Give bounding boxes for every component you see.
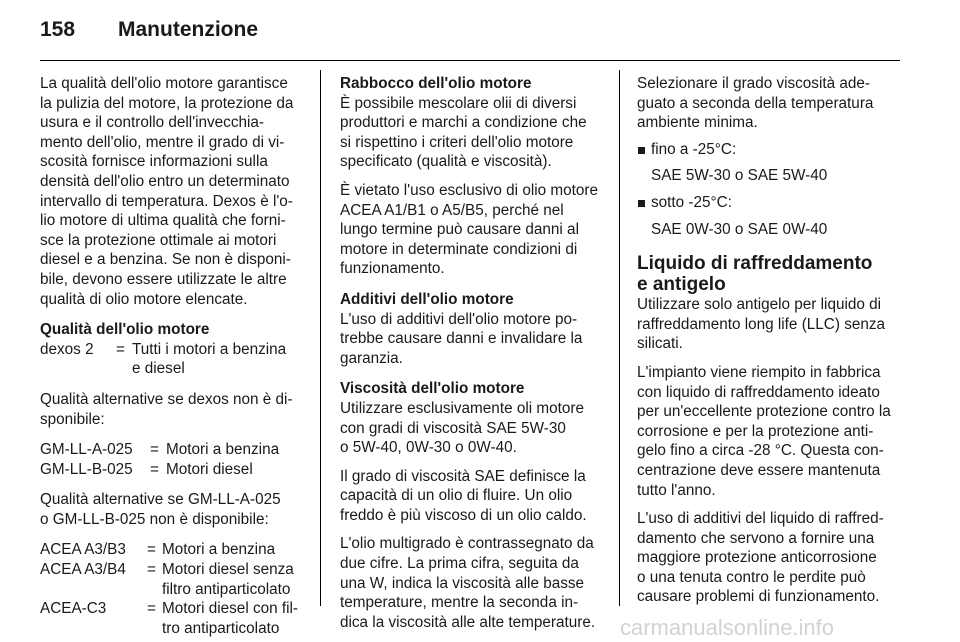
coolant-additives-paragraph xyxy=(637,509,907,607)
table-row xyxy=(40,460,279,480)
text-line: garanzia. xyxy=(340,349,403,367)
spec-value: Motori a benzina xyxy=(166,441,280,459)
page-title: Manutenzione xyxy=(118,18,258,41)
text-line: La qualità dell'olio motore garantisce xyxy=(40,75,288,92)
spec-key: GM-LL-B-025 xyxy=(40,460,133,478)
text-line: intervallo di temperatura. Dexos è l'o- xyxy=(40,192,293,210)
table-row xyxy=(40,560,298,599)
dexos-table xyxy=(40,340,286,379)
spec-key: ACEA-C3 xyxy=(40,600,107,618)
value-line: Motori diesel con fil- xyxy=(162,600,299,618)
text-line: densità dell'olio entro un determinato xyxy=(40,172,290,190)
text-line: L'olio multigrado è contrassegnato da xyxy=(340,535,594,553)
heading-line: Liquido di raffreddamento xyxy=(637,253,873,275)
text-line: funzionamento. xyxy=(340,260,445,278)
text-line: damento che servono a fornire una xyxy=(637,529,875,547)
coolant-paragraph xyxy=(637,295,907,354)
acea-table xyxy=(40,540,298,638)
gm-table xyxy=(40,440,279,479)
text-line: lungo termine può causare danni al xyxy=(340,221,579,239)
text-line: dica la viscosità alle alte temperature. xyxy=(340,613,596,631)
text-line: L'impianto viene riempito in fabbrica xyxy=(637,363,881,381)
factory-fill-paragraph xyxy=(637,363,907,500)
text-line: ambiente minima. xyxy=(637,114,758,132)
additives-paragraph xyxy=(340,310,612,369)
bullet-subvalue: SAE 0W-30 o SAE 0W-40 xyxy=(651,220,828,238)
table-row xyxy=(40,340,286,379)
viscosity-definition-paragraph xyxy=(340,467,612,526)
column-2 xyxy=(340,74,612,632)
bullet-square-icon xyxy=(638,200,645,207)
column-3 xyxy=(637,74,907,607)
spec-value xyxy=(162,599,298,638)
value-line: filtro antiparticolato xyxy=(162,580,291,598)
text-line: freddo è più viscoso di un olio caldo. xyxy=(340,506,587,524)
text-line: Utilizzare solo antigelo per liquido di xyxy=(637,296,882,314)
text-line: due cifre. La prima cifra, seguita da xyxy=(340,555,579,573)
page-number: 158 xyxy=(40,18,76,41)
equals-sign: = xyxy=(147,541,156,559)
bullet-item xyxy=(637,140,907,160)
value-line: Tutti i motori a benzina xyxy=(132,340,287,358)
value-line: Motori diesel senza xyxy=(162,561,294,579)
text-line: o una tenuta contro le perdite può xyxy=(637,568,866,586)
select-viscosity-paragraph xyxy=(637,74,907,133)
equals-sign: = xyxy=(150,460,159,478)
text-line: bile, devono essere utilizzate le altre xyxy=(40,270,287,288)
text-line: con gradi di viscosità SAE 5W-30 xyxy=(340,419,566,437)
spec-key: ACEA A3/B3 xyxy=(40,541,126,559)
text-line: usura e il controllo dell'invecchia- xyxy=(40,114,264,132)
text-line: mento dell'olio, mentre il grado di vi- xyxy=(40,133,285,151)
heading-line: e antigelo xyxy=(637,274,726,296)
section-heading-viscosity: Viscosità dell'olio motore xyxy=(340,380,525,398)
text-line: causare problemi di funzionamento. xyxy=(637,588,880,606)
equals-sign: = xyxy=(150,441,159,459)
column-divider xyxy=(619,70,620,606)
text-line: motore in determinate condizioni di xyxy=(340,240,578,258)
section-heading-coolant xyxy=(637,253,907,295)
column-1 xyxy=(40,74,312,638)
text-line: si rispettino i criteri dell'olio motore xyxy=(340,133,574,151)
equals-sign: = xyxy=(147,600,156,618)
bullet-subvalue: SAE 5W-30 o SAE 5W-40 xyxy=(651,167,828,185)
text-line: sponibile: xyxy=(40,410,105,428)
bullet-label: sotto -25°C: xyxy=(651,193,732,211)
text-line: con liquido di raffreddamento ideato xyxy=(637,383,880,401)
text-line: Utilizzare esclusivamente oli motore xyxy=(340,399,584,417)
text-line: scosità fornisce informazioni sulla xyxy=(40,153,268,171)
column-divider xyxy=(320,70,321,606)
equals-sign: = xyxy=(116,340,125,358)
value-line: e diesel xyxy=(132,360,185,378)
text-line: È possibile mescolare olii di diversi xyxy=(340,94,577,112)
text-line: corrosione e per la protezione anti- xyxy=(637,422,874,440)
spec-key: GM-LL-A-025 xyxy=(40,441,133,459)
text-line: o 5W-40, 0W-30 o 0W-40. xyxy=(340,439,517,457)
spec-key: ACEA A3/B4 xyxy=(40,561,126,579)
text-line: diesel e a benzina. Se non è disponi- xyxy=(40,251,291,269)
text-line: L'uso di additivi del liquido di raffred- xyxy=(637,510,884,528)
section-heading-quality: Qualità dell'olio motore xyxy=(40,321,210,339)
spec-value: Motori diesel xyxy=(166,460,253,478)
table-row xyxy=(40,440,279,460)
spec-value: Motori a benzina xyxy=(162,541,276,559)
intro-paragraph xyxy=(40,74,312,309)
text-line: per un'eccellente protezione contro la xyxy=(637,403,891,421)
text-line: Qualità alternative se dexos non è di- xyxy=(40,390,293,408)
text-line: È vietato l'uso esclusivo di olio motore xyxy=(340,181,598,199)
text-line: L'uso di additivi dell'olio motore po- xyxy=(340,310,578,328)
alt-quality-note xyxy=(40,390,312,429)
text-line: Qualità alternative se GM-LL-A-025 xyxy=(40,491,281,509)
refill-paragraph xyxy=(340,94,612,172)
text-line: lio motore di ultima qualità che forni- xyxy=(40,212,286,230)
bullet-label: fino a -25°C: xyxy=(651,140,737,158)
viscosity-paragraph xyxy=(340,399,612,458)
bullet-item xyxy=(637,193,907,213)
header-rule xyxy=(40,60,900,61)
text-line: specificato (qualità e viscosità). xyxy=(340,153,552,171)
text-line: Selezionare il grado viscosità ade- xyxy=(637,75,870,92)
text-line: capacità di un olio di fluire. Un olio xyxy=(340,487,573,505)
text-line: gelo fino a circa -28 °C. Questa con- xyxy=(637,442,884,460)
section-heading-refill: Rabbocco dell'olio motore xyxy=(340,75,532,92)
text-line: produttori e marchi a condizione che xyxy=(340,114,587,132)
spec-value xyxy=(132,340,286,379)
text-line: Il grado di viscosità SAE definisce la xyxy=(340,467,586,485)
text-line: trebbe causare danni e invalidare la xyxy=(340,330,583,348)
equals-sign: = xyxy=(147,561,156,579)
text-line: ACEA A1/B1 o A5/B5, perché nel xyxy=(340,201,564,219)
refill-warning-paragraph xyxy=(340,181,612,279)
section-heading-additives: Additivi dell'olio motore xyxy=(340,290,514,308)
text-line: raffreddamento long life (LLC) senza xyxy=(637,315,886,333)
value-line: tro antiparticolato xyxy=(162,619,280,637)
text-line: la pulizia del motore, la protezione da xyxy=(40,94,294,112)
text-line: o GM-LL-B-025 non è disponibile: xyxy=(40,510,269,528)
watermark: carmanualsonline.info xyxy=(620,615,835,640)
text-line: silicati. xyxy=(637,335,683,353)
text-line: temperature, mentre la seconda in- xyxy=(340,594,579,612)
text-line: una W, indica la viscosità alle basse xyxy=(340,574,585,592)
spec-key: dexos 2 xyxy=(40,340,94,358)
spec-value xyxy=(162,560,298,599)
text-line: sce la protezione ottimale ai motori xyxy=(40,231,277,249)
text-line: centrazione deve essere mantenuta xyxy=(637,461,881,479)
text-line: tutto l'anno. xyxy=(637,481,716,499)
text-line: maggiore protezione anticorrosione xyxy=(637,549,877,567)
multigrade-paragraph xyxy=(340,534,612,632)
text-line: guato a seconda della temperatura xyxy=(637,94,874,112)
table-row xyxy=(40,599,298,638)
alt-quality-note xyxy=(40,490,312,529)
bullet-square-icon xyxy=(638,147,645,154)
text-line: qualità di olio motore elencate. xyxy=(40,290,248,308)
table-row xyxy=(40,540,298,560)
